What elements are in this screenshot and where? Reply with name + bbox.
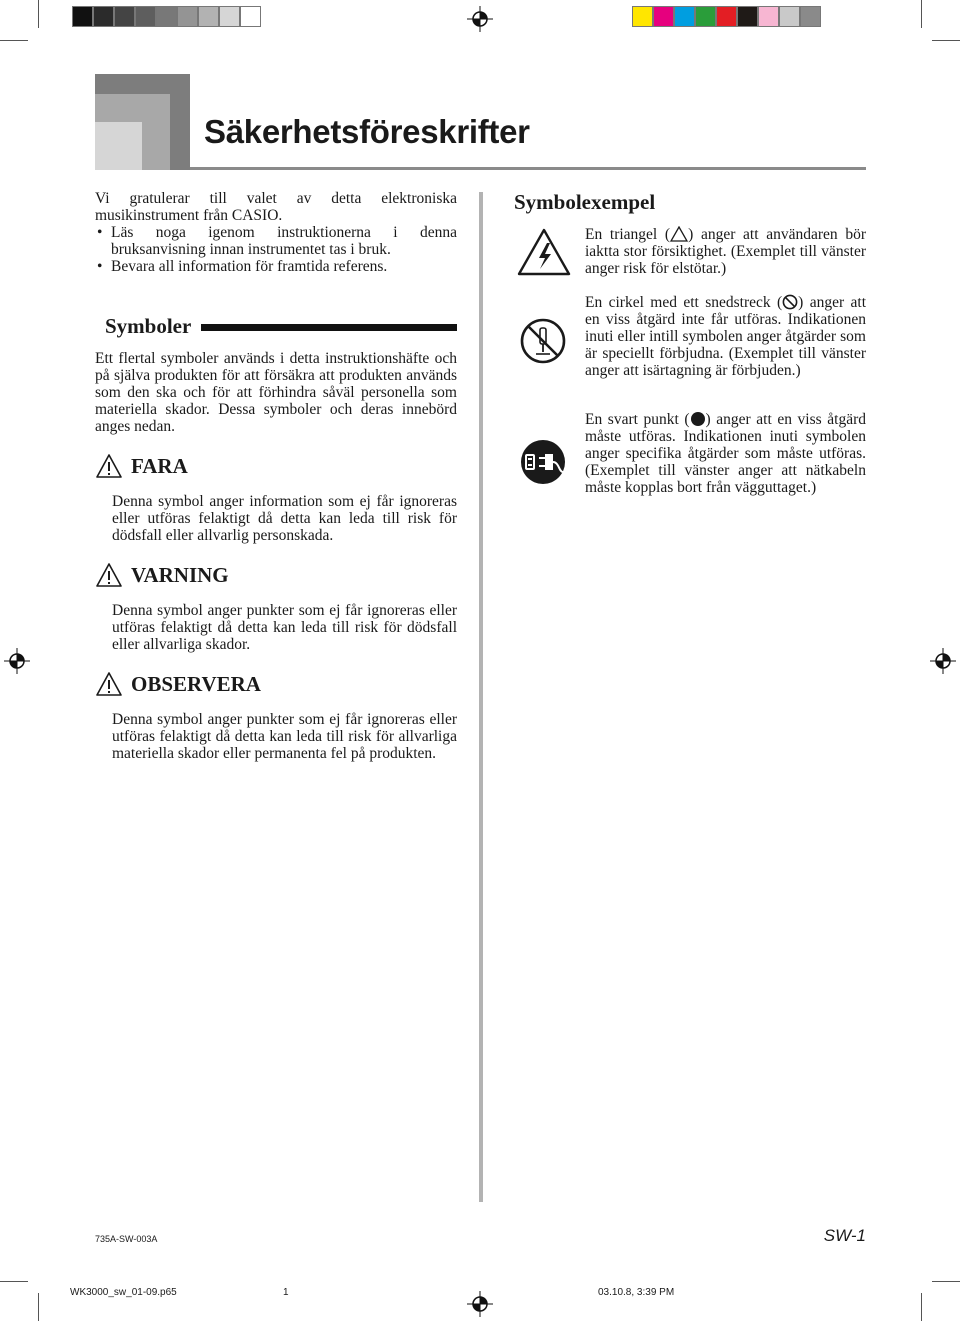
document-code: 735A-SW-003A	[95, 1234, 158, 1244]
circle-description	[585, 294, 866, 379]
no-disassembly-icon	[519, 317, 567, 365]
page-number: SW-1	[823, 1226, 866, 1245]
left-column	[95, 190, 457, 762]
warning-text: Denna symbol anger punkter som ej får ignoreras eller utföras felaktigt då detta kan leda till risk för allvarliga materiella skador eller permanenta fel på produkten.	[112, 711, 457, 762]
calibration-swatch	[653, 6, 674, 27]
calibration-swatch	[135, 6, 156, 27]
column-divider	[479, 192, 483, 1202]
circle-text-start: En cirkel med ett snedstreck (	[585, 294, 783, 311]
calibration-swatch	[779, 6, 800, 27]
symbols-text: Ett flertal symboler används i detta instruktionshäfte och på själva produkten för att försäkra att produkten används som den ska och för att förhindra såväl personella som materiella skador. Dessa symboler och deras innebörd anges nedan.	[95, 350, 457, 435]
prohibition-symbol-icon	[782, 294, 798, 310]
calibration-swatch	[156, 6, 177, 27]
slug-page: 1	[283, 1287, 289, 1298]
electric-shock-warning-icon	[516, 227, 572, 277]
crop-mark	[932, 1281, 960, 1282]
calibration-swatch	[758, 6, 779, 27]
registration-mark-icon	[467, 6, 493, 32]
calibration-swatch	[93, 6, 114, 27]
page-title: Säkerhetsföreskrifter	[204, 113, 530, 150]
warning-triangle-icon	[95, 453, 123, 479]
warning-label: FARA	[131, 453, 188, 478]
dot-text-end: ) anger att en viss åtgärd måste utföras. Indikationen inuti symbolen anger specifika åtgärder som måste utföras. (Exemplet till vänster anger att nätkabeln måste kopplas bort från vägguttaget.)	[585, 411, 866, 496]
header-decoration-light	[95, 122, 142, 170]
warning-triangle-icon	[95, 562, 123, 588]
calibration-swatch	[800, 6, 821, 27]
intro-bullet: • Bevara all information för framtida referens.	[95, 258, 457, 275]
warning-label: OBSERVERA	[131, 671, 261, 696]
registration-mark-icon	[467, 1291, 493, 1317]
calibration-swatch	[737, 6, 758, 27]
calibration-swatch	[674, 6, 695, 27]
crop-mark	[921, 0, 922, 28]
crop-mark	[0, 1281, 28, 1282]
crop-mark	[921, 1293, 922, 1321]
heading-bar	[201, 324, 457, 331]
header-rule	[190, 167, 866, 170]
triangle-text-end: ) anger att användaren bör iaktta stor försiktighet. (Exemplet till vänster anger risk för elstötar.)	[585, 226, 866, 277]
right-column	[514, 190, 866, 215]
grayscale-calibration-bar	[72, 6, 261, 27]
registration-mark-icon	[4, 648, 30, 674]
warning-text: Denna symbol anger punkter som ej får ignoreras eller utföras felaktigt då detta kan leda till risk för dödsfall eller allvarliga skador.	[112, 602, 457, 653]
warning-heading-observera	[95, 671, 457, 697]
warning-label: VARNING	[131, 562, 229, 587]
calibration-swatch	[240, 6, 261, 27]
crop-mark	[38, 1293, 39, 1321]
calibration-swatch	[72, 6, 93, 27]
symbols-heading: Symboler	[105, 314, 192, 338]
triangle-description	[585, 226, 866, 277]
warning-text: Denna symbol anger information som ej får ignoreras eller utföras felaktigt då detta kan leda till risk för dödsfall eller allvarlig personskada.	[112, 493, 457, 544]
calibration-swatch	[716, 6, 737, 27]
filled-dot-symbol-icon	[690, 411, 706, 427]
examples-heading: Symbolexempel	[514, 190, 656, 214]
dot-description	[585, 411, 866, 496]
symbols-heading-row	[95, 314, 457, 342]
unplug-power-icon	[519, 438, 567, 486]
circle-text-end: ) anger att en viss åtgärd inte får utföras. Indikationen inuti eller intill symbolen anger åtgärder som är speciellt förbjudna. (Exemplet till vänster anger att isärtagning är förbjuden.)	[585, 294, 867, 379]
registration-mark-icon	[930, 648, 956, 674]
crop-mark	[932, 40, 960, 41]
calibration-swatch	[632, 6, 653, 27]
dot-text-start: En svart punkt (	[585, 411, 690, 428]
slug-date: 03.10.8, 3:39 PM	[598, 1287, 675, 1298]
warning-heading-varning	[95, 562, 457, 588]
calibration-swatch	[198, 6, 219, 27]
intro-bullet: • Läs noga igenom instruktionerna i denna bruksanvisning innan instrumentet tas i bruk.	[95, 224, 457, 258]
warning-heading-fara	[95, 453, 457, 479]
color-calibration-bar	[632, 6, 821, 27]
calibration-swatch	[177, 6, 198, 27]
crop-mark	[0, 40, 28, 41]
calibration-swatch	[114, 6, 135, 27]
calibration-swatch	[695, 6, 716, 27]
warning-triangle-icon	[95, 671, 123, 697]
triangle-symbol-icon	[670, 226, 688, 242]
intro-text: Vi gratulerar till valet av detta elektroniska musikinstrument från CASIO.	[95, 190, 457, 224]
slug-filename: WK3000_sw_01-09.p65	[70, 1287, 177, 1298]
calibration-swatch	[219, 6, 240, 27]
triangle-text-start: En triangel (	[585, 226, 671, 243]
crop-mark	[38, 0, 39, 28]
